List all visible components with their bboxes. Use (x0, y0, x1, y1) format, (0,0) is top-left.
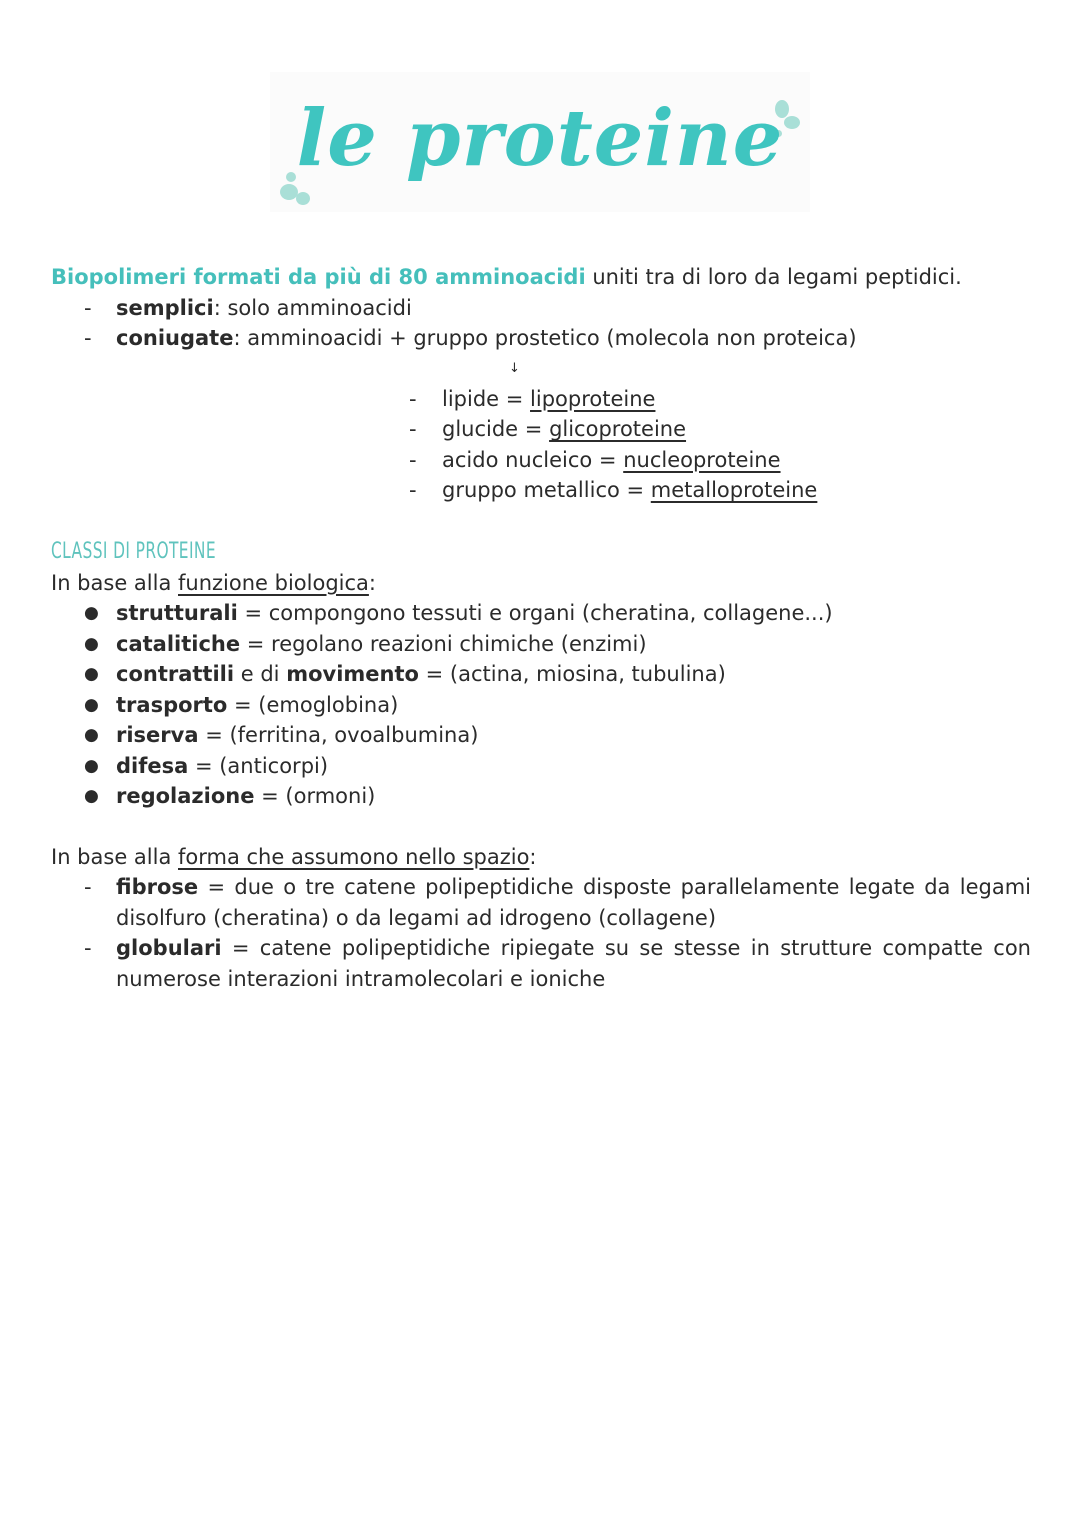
bullet-icon: ● (84, 633, 99, 654)
decor-dot (296, 192, 310, 205)
document-body (51, 262, 1031, 994)
list-item (51, 872, 1031, 933)
dash-marker: - (84, 936, 92, 960)
protein-name: lipoproteine (530, 386, 656, 411)
desc: = due o tre catene polipeptidiche disposte parallelamente legate da legami disolfuro (cheratina) o da legami ad idrogeno (collagene) (116, 875, 1031, 930)
dash-marker: - (409, 386, 417, 411)
section-heading: CLASSI DI PROTEINE (51, 538, 216, 564)
protein-name: glicoproteine (549, 417, 687, 441)
list-item (51, 445, 1031, 476)
desc: = (emoglobina) (227, 692, 399, 717)
bullet-icon: ● (84, 786, 99, 806)
list-item (51, 414, 1031, 445)
dash-marker: - (409, 417, 417, 441)
text: : (529, 844, 537, 869)
group: glucide = (442, 417, 550, 441)
term: strutturali (116, 601, 238, 625)
term: fibrose (116, 875, 199, 899)
dash-marker: - (409, 447, 417, 472)
list-item (51, 629, 1031, 660)
text: In base alla (51, 844, 178, 869)
desc: = (ferritina, ovoalbumina) (198, 723, 479, 747)
desc: = (anticorpi) (188, 753, 329, 778)
title-banner (270, 72, 810, 212)
term: difesa (116, 753, 189, 778)
desc: = compongono tessuti e organi (cheratina, collagene...) (237, 601, 833, 625)
bullet-icon: ● (84, 694, 99, 715)
list-item (51, 323, 1031, 354)
dash-marker: - (409, 478, 417, 502)
mid: e di (234, 662, 287, 686)
desc: = (ormoni) (254, 784, 376, 808)
term: regolazione (116, 784, 255, 808)
function-link: funzione biologica (178, 570, 369, 595)
group: acido nucleico = (442, 447, 624, 472)
list-item (51, 690, 1031, 721)
term: semplici (116, 295, 214, 320)
intro-highlight: Biopolimeri formati da più di 80 amminoacidi (51, 265, 586, 289)
page-title: le proteine (296, 93, 784, 184)
term: contrattili (116, 662, 235, 686)
protein-name: metalloproteine (650, 478, 818, 502)
text: : (368, 570, 376, 595)
bullet-icon: ● (84, 755, 99, 776)
protein-name: nucleoproteine (623, 447, 781, 472)
desc: = (actina, miosina, tubulina) (418, 662, 726, 686)
desc: : solo amminoacidi (213, 295, 412, 320)
desc: : amminoacidi + gruppo prostetico (molecola non proteica) (233, 326, 857, 350)
list-item (51, 384, 1031, 415)
dash-marker: - (84, 295, 92, 320)
bullet-icon: ● (84, 725, 99, 745)
dash-marker: - (84, 326, 92, 350)
shape-link: forma che assumono nello spazio (178, 844, 530, 869)
term: trasporto (116, 692, 228, 717)
intro-rest: uniti tra di loro da legami peptidici. (585, 265, 962, 289)
function-intro (51, 568, 1031, 599)
desc: = regolano reazioni chimiche (enzimi) (240, 631, 647, 656)
shape-intro (51, 842, 1031, 873)
list-item (51, 293, 1031, 324)
list-item (51, 659, 1031, 690)
bullet-icon: ● (84, 664, 99, 684)
list-item (51, 781, 1031, 812)
term: catalitiche (116, 631, 241, 656)
desc: = catene polipeptidiche ripiegate su se stesse in strutture compatte con numerose interazioni intramolecolari e ioniche (116, 936, 1031, 991)
term: coniugate (116, 326, 234, 350)
term: riserva (116, 723, 199, 747)
list-item (51, 720, 1031, 751)
list-item (51, 598, 1031, 629)
dash-marker: - (84, 875, 92, 899)
down-arrow-icon: ↓ (509, 360, 520, 376)
text: In base alla (51, 570, 178, 595)
group: gruppo metallico = (442, 478, 651, 502)
term: movimento (286, 662, 419, 686)
list-item (51, 751, 1031, 782)
list-item (51, 933, 1031, 994)
list-item (51, 475, 1031, 506)
bullet-icon: ● (84, 603, 99, 623)
intro-line (51, 262, 1031, 293)
term: globulari (116, 936, 222, 960)
group: lipide = (442, 386, 531, 411)
